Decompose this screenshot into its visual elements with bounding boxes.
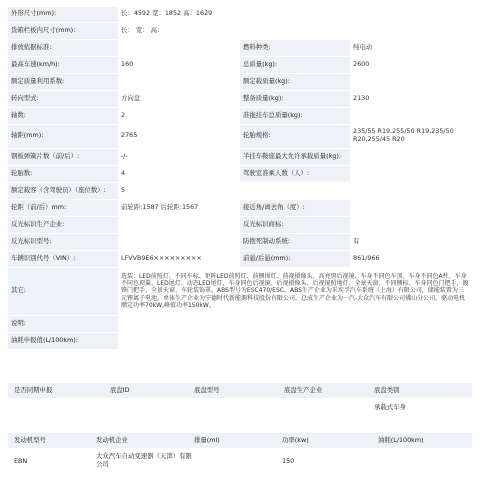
- track-value: 前轮距:1587 后轮距:1567: [118, 199, 240, 216]
- engine-header-row: [8, 433, 472, 448]
- spec-row-dimensions: [8, 7, 472, 22]
- steering-value: 方向盘: [118, 90, 240, 107]
- springs-label: 钢板弹簧片数（前/后）:: [8, 148, 118, 165]
- passengers-label: 额定载客（含驾驶员）（座位数）:: [8, 182, 118, 199]
- tire-value: 235/55 R19,255/50 R19,235/50 R20,255/45 R20: [350, 124, 472, 148]
- reflector-brand-value: [350, 216, 472, 233]
- abs-label: 防抱死制动系统:: [240, 233, 350, 250]
- spec-row-wheelbase: [8, 124, 472, 148]
- engine-header-consumption: 油耗(L/100km): [378, 436, 424, 444]
- notes-label: 说明:: [8, 315, 118, 332]
- chassis-value-row: [8, 400, 472, 415]
- vehicle-spec-table: [8, 7, 472, 350]
- speed-value: 160: [118, 56, 240, 73]
- chassis-value-type: 承载式车身: [374, 403, 406, 411]
- spec-row-vin: [8, 250, 472, 267]
- vin-value: LFVVB9E6×××××××××: [118, 250, 240, 267]
- dimensions-value: 长：4592 宽：1852 高：1629: [118, 7, 472, 22]
- consumption-label: 油耗申报值(L/100km):: [8, 332, 118, 349]
- spec-row-emission: [8, 39, 472, 56]
- consumption-value: [118, 332, 472, 349]
- approach-value: [350, 199, 472, 216]
- spec-row-reflector-company: [8, 216, 472, 233]
- total-mass-label: 总质量(kg):: [240, 56, 350, 73]
- wheelbase-value: 2765: [118, 124, 240, 148]
- saddle-value: [350, 148, 472, 165]
- fuel-value: 纯电动: [350, 39, 472, 56]
- steering-label: 转向型式:: [8, 90, 118, 107]
- spec-row-notes: [8, 315, 472, 332]
- spec-row-reflector-model: [8, 233, 472, 250]
- spec-row-axles: [8, 107, 472, 124]
- approach-label: 接近角/离去角（度）:: [240, 199, 350, 216]
- spec-row-speed: [8, 56, 472, 73]
- rated-mass-value: [350, 73, 472, 90]
- track-label: 轮距（前/后）mm:: [8, 199, 118, 216]
- wheelbase-label: 轴距(mm):: [8, 124, 118, 148]
- chassis-header-id: 底盘ID: [110, 386, 130, 394]
- rated-util-label: 额定质量利用系数:: [8, 73, 118, 90]
- spec-row-consumption: [8, 332, 472, 349]
- vin-label: 车辆识别代号（VIN）:: [8, 250, 118, 267]
- engine-value-model: EBN: [14, 457, 28, 465]
- other-label: 其它:: [8, 267, 118, 315]
- curb-mass-value: 2130: [350, 90, 472, 107]
- total-mass-value: 2600: [350, 56, 472, 73]
- chassis-header-sync: 是否同期申报: [14, 386, 53, 394]
- curb-mass-label: 整备质量(kg):: [240, 90, 350, 107]
- reflector-model-label: 反光标识型号:: [8, 233, 118, 250]
- spec-row-passengers: [8, 182, 472, 199]
- reflector-company-value: [118, 216, 240, 233]
- cargo-value: 长： 宽： 高：: [118, 22, 472, 39]
- engine-value-company: 大众汽车自动变速器（天津）有限公司: [96, 452, 192, 468]
- cab-seats-value: [350, 165, 472, 182]
- spec-row-steering: [8, 90, 472, 107]
- chassis-header-type: 底盘类别: [374, 386, 400, 394]
- rated-util-value: [118, 73, 240, 90]
- tires-count-label: 轮胎数:: [8, 165, 118, 182]
- engine-header-company: 发动机企业: [96, 436, 128, 444]
- engine-header-model: 发动机型号: [14, 436, 46, 444]
- spec-row-cargo: [8, 22, 472, 39]
- engine-header-displacement: 排量(ml): [194, 436, 220, 444]
- dimensions-label: 外形尺寸(mm):: [8, 7, 118, 22]
- trailer-mass-label: 准拖挂车总质量(kg):: [240, 107, 350, 124]
- trailer-mass-value: [350, 107, 472, 124]
- emission-label: 排放依据标准:: [8, 39, 118, 56]
- spec-row-rated: [8, 73, 472, 90]
- tires-count-value: 4: [118, 165, 240, 182]
- other-value: 选装：LED前照灯、不同车标、矩阵LED前照灯、前侧围灯、前视摄像头、高亮黑后视镜、车身不同色车顶、车身不同色A柱、车身不同色顶翼、LED尾灯、动态LED尾灯、车身同色后视镜、后视摄像头、后视镜照地灯、全景天窗、不同侧标、车身同色门把手，镀铬门把手、全景天窗、车轮装饰罩。ABS型号为ESC470/ESC，ABS生产企业为采埃孚汽车系统（上海）有限公司，储能装置为三元锂离子电池，单体生产企业为宁德时代新能源科技股份有限公司，总成生产企业为一汽-大众汽车有限公司佛山分公司。驱动电机额定功率70kW,峰值功率150kW。: [118, 267, 472, 315]
- tire-label: 轮胎规格:: [240, 124, 350, 148]
- engine-value-power: 150: [282, 457, 295, 465]
- speed-label: 最高车速(km/h):: [8, 56, 118, 73]
- rated-mass-label: 额定载质量(kg):: [240, 73, 350, 90]
- chassis-header-company: 底盘生产企业: [284, 386, 323, 394]
- fuel-label: 燃料种类:: [240, 39, 350, 56]
- springs-value: -/-: [118, 148, 240, 165]
- reflector-model-value: [118, 233, 240, 250]
- abs-value: 有: [350, 233, 472, 250]
- axles-value: 2: [118, 107, 240, 124]
- spec-row-tires-count: [8, 165, 472, 182]
- overhang-label: 前悬/后悬(mm):: [240, 250, 350, 267]
- axles-label: 轴数:: [8, 107, 118, 124]
- reflector-brand-label: 反光标识商标:: [240, 216, 350, 233]
- emission-value: [118, 39, 240, 56]
- passengers-value: 5: [118, 182, 472, 199]
- chassis-header-model: 底盘型号: [194, 386, 220, 394]
- notes-value: [118, 315, 472, 332]
- reflector-company-label: 反光标识生产企业:: [8, 216, 118, 233]
- engine-header-power: 功率(kw): [282, 436, 309, 444]
- spec-row-other: [8, 267, 472, 315]
- cab-seats-label: 驾驶室准乘人数（人）:: [240, 165, 350, 182]
- overhang-value: 861/966: [350, 250, 472, 267]
- cargo-label: 货箱栏板内尺寸(mm):: [8, 22, 118, 39]
- saddle-label: 半挂车鞍座最大允许承载质量(kg):: [240, 148, 350, 165]
- spec-row-springs: [8, 148, 472, 165]
- engine-value-row: [8, 451, 472, 473]
- spec-row-track: [8, 199, 472, 216]
- chassis-header-row: [8, 383, 472, 398]
